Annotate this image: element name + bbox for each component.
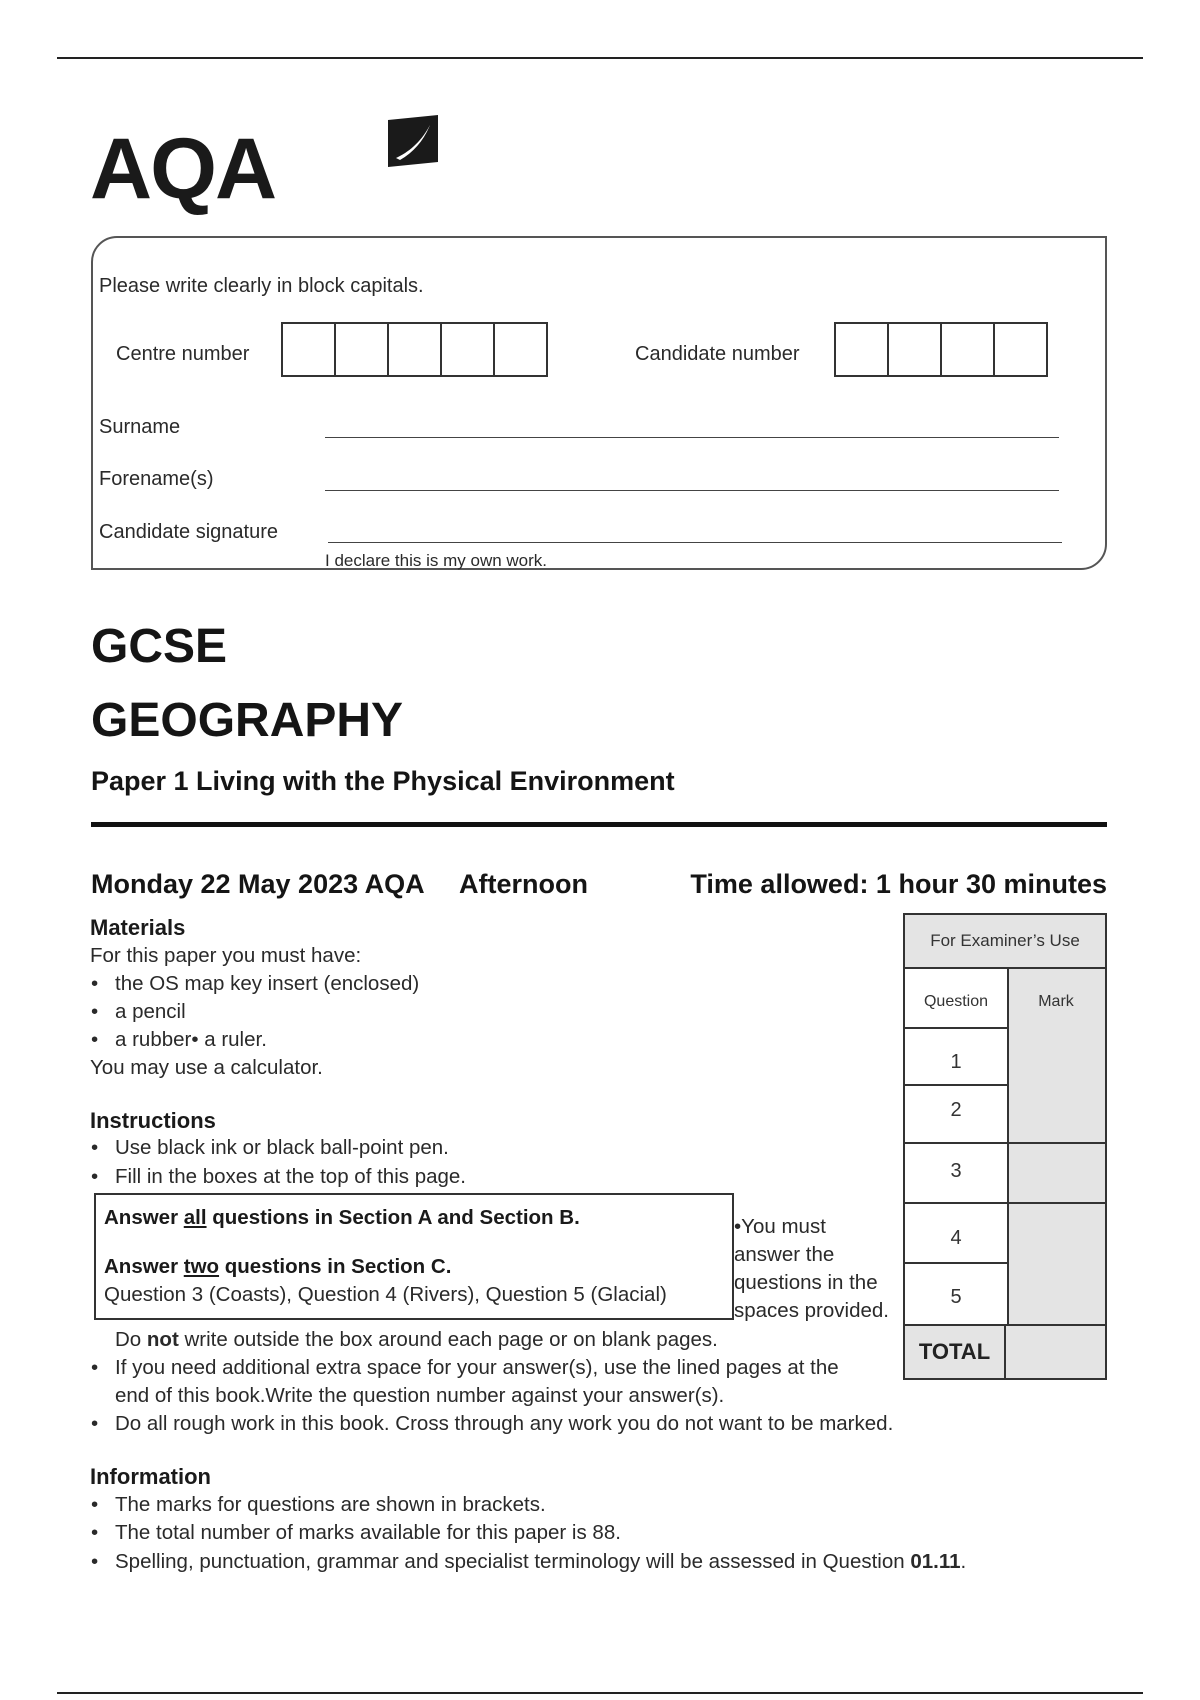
- forename-label: Forename(s): [99, 468, 214, 490]
- candidate-number-box[interactable]: [940, 322, 995, 377]
- aqa-leaf-icon: [297, 112, 439, 174]
- qualification-title: GCSE: [91, 620, 228, 673]
- instruction-item: • Fill in the boxes at the top of this page.: [115, 1167, 466, 1188]
- surname-field[interactable]: [325, 437, 1059, 438]
- centre-number-box[interactable]: [334, 322, 389, 377]
- row-divider: [905, 1202, 1105, 1204]
- total-divider: [905, 1324, 1105, 1326]
- question-number: 5: [950, 1286, 962, 1308]
- total-label: TOTAL: [905, 1326, 1006, 1378]
- exam-session: Afternoon: [459, 869, 588, 899]
- centre-number-boxes[interactable]: [281, 322, 548, 377]
- instruction-item: • Use black ink or black ball-point pen.: [115, 1138, 449, 1159]
- side-note-line: questions in the: [734, 1271, 878, 1294]
- block-capitals-instruction: Please write clearly in block capitals.: [99, 275, 424, 297]
- information-heading: Information: [90, 1464, 211, 1489]
- total-row: [905, 1326, 1105, 1378]
- examiner-use-table: [903, 913, 1107, 1380]
- centre-number-label: Centre number: [116, 343, 250, 365]
- information-item: • The marks for questions are shown in brackets.: [115, 1495, 546, 1516]
- candidate-number-label: Candidate number: [635, 343, 800, 365]
- materials-item: • a pencil: [115, 1002, 186, 1023]
- row-divider: [905, 1142, 1105, 1144]
- row-divider: [905, 1262, 1007, 1264]
- bottom-rule: [57, 1692, 1143, 1694]
- candidate-number-boxes[interactable]: [834, 322, 1048, 377]
- materials-item: • the OS map key insert (enclosed): [115, 974, 419, 995]
- extra-space-note: • If you need additional extra space for your answer(s), use the lined pages at the: [115, 1358, 839, 1379]
- signature-field[interactable]: [328, 542, 1062, 543]
- calculator-note: You may use a calculator.: [90, 1056, 323, 1079]
- instructions-heading: Instructions: [90, 1108, 216, 1133]
- question-number: 4: [950, 1227, 962, 1249]
- mark-column-header: Mark: [1038, 993, 1074, 1010]
- subject-title: GEOGRAPHY: [91, 694, 404, 747]
- candidate-number-box[interactable]: [834, 322, 889, 377]
- examiner-use-header: For Examiner’s Use: [905, 915, 1105, 969]
- mark-column: [1007, 969, 1105, 1326]
- materials-intro: For this paper you must have:: [90, 944, 362, 967]
- paper-title: Paper 1 Living with the Physical Environment: [91, 766, 675, 796]
- declaration-text: I declare this is my own work.: [325, 551, 548, 570]
- centre-number-box[interactable]: [440, 322, 495, 377]
- question-column-header: Question: [923, 993, 989, 1010]
- forename-field[interactable]: [325, 490, 1059, 491]
- do-not-write-note: Do not write outside the box around each page or on blank pages.: [115, 1328, 718, 1351]
- centre-number-box[interactable]: [387, 322, 442, 377]
- extra-space-note-cont: end of this book.Write the question number against your answer(s).: [115, 1384, 725, 1407]
- centre-number-box[interactable]: [281, 322, 336, 377]
- answer-all-line: Answer all questions in Section A and Section B.: [104, 1206, 580, 1229]
- materials-item: • a rubber• a ruler.: [115, 1030, 267, 1051]
- spag-note: • Spelling, punctuation, grammar and specialist terminology will be assessed in Question 01.11.: [115, 1552, 966, 1573]
- materials-heading: Materials: [90, 915, 186, 940]
- question-number: 1: [950, 1051, 962, 1073]
- question-number: 2: [950, 1099, 962, 1121]
- candidate-number-box[interactable]: [993, 322, 1048, 377]
- centre-number-box[interactable]: [493, 322, 548, 377]
- logo-text: AQA: [90, 121, 276, 217]
- row-divider: [905, 1084, 1007, 1086]
- title-rule: [91, 822, 1107, 827]
- side-note-line: •You must: [734, 1215, 826, 1238]
- signature-label: Candidate signature: [99, 521, 279, 543]
- time-allowed: Time allowed: 1 hour 30 minutes: [690, 869, 1107, 899]
- candidate-number-box[interactable]: [887, 322, 942, 377]
- rough-work-note: • Do all rough work in this book. Cross through any work you do not want to be marked.: [115, 1414, 893, 1435]
- surname-label: Surname: [99, 416, 181, 438]
- information-item: • The total number of marks available for this paper is 88.: [115, 1523, 621, 1544]
- side-note-line: answer the: [734, 1243, 835, 1266]
- question-number: 3: [950, 1160, 962, 1182]
- side-note-line: spaces provided.: [734, 1299, 889, 1322]
- answer-two-line: Answer two questions in Section C.: [104, 1255, 452, 1278]
- exam-date: Monday 22 May 2023 AQA: [91, 869, 425, 899]
- top-rule: [57, 57, 1143, 59]
- section-c-options: Question 3 (Coasts), Question 4 (Rivers), Question 5 (Glacial): [104, 1283, 667, 1306]
- row-divider: [905, 1027, 1007, 1029]
- question-column: [905, 969, 1007, 1326]
